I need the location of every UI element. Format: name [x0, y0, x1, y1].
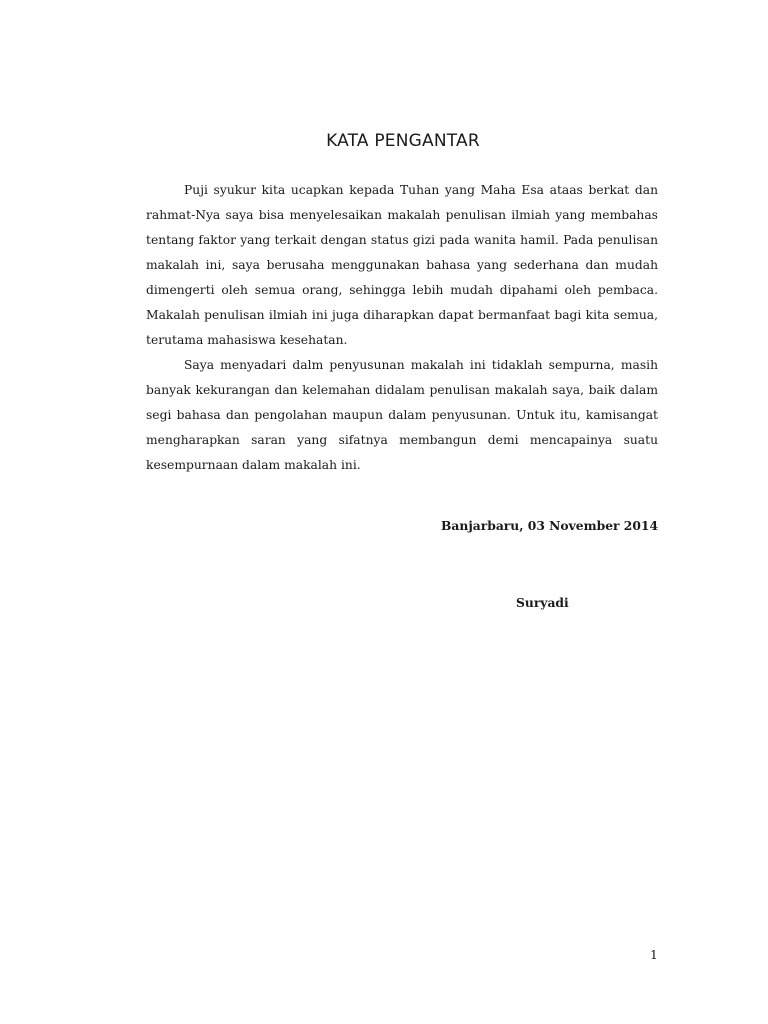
page-title: KATA PENGANTAR — [326, 131, 480, 151]
paragraph-1: Puji syukur kita ucapkan kepada Tuhan yang Maha Esa ataas berkat dan rahmat-Nya saya bisa menyelesaikan makalah penulisan ilmiah yang membahas tentang faktor yang terkait dengan status gizi pada wanita hamil. Pada penulisan makalah ini, saya berusaha menggunakan bahasa yang sederhana dan mudah dimengerti oleh semua orang, sehingga lebih mudah dipahami oleh pembaca. Makalah penulisan ilmiah ini juga diharapkan dapat bermanfaat bagi kita semua, terutama mahasiswa kesehatan. — [146, 183, 658, 347]
page-number: 1 — [650, 948, 658, 962]
paragraph-2: Saya menyadari dalm penyusunan makalah ini tidaklah sempurna, masih banyak kekurangan dan kelemahan didalam penulisan makalah saya, baik dalam segi bahasa dan pengolahan maupun dalam penyusunan. Untuk itu, kamisangat mengharapkan saran yang sifatnya membangun demi mencapainya suatu kesempurnaan dalam makalah ini. — [146, 358, 658, 472]
place-date: Banjarbaru, 03 November 2014 — [441, 518, 658, 533]
author-name: Suryadi — [516, 595, 569, 610]
body-text — [146, 178, 658, 478]
